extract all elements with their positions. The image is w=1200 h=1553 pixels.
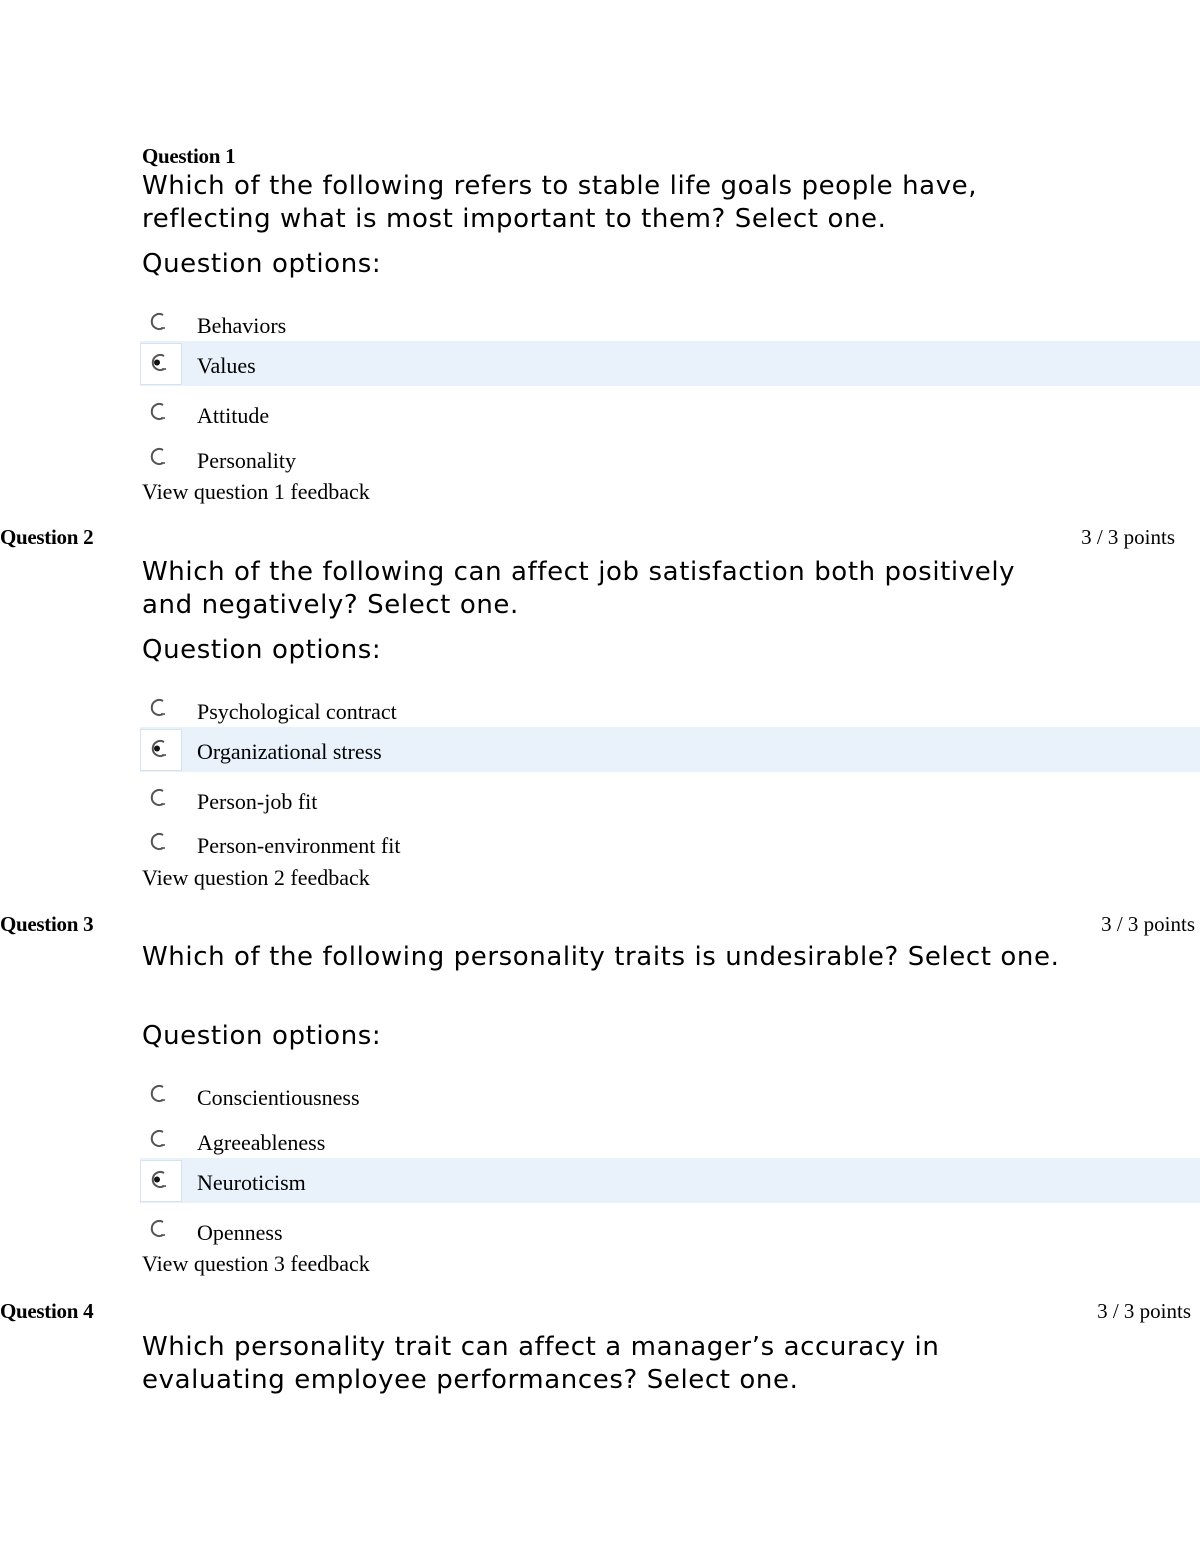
option-psychological-contract[interactable] [140,687,1200,732]
radio-selected-icon[interactable] [140,729,182,771]
option-label: Openness [197,1220,283,1245]
radio-selected-icon[interactable] [140,343,182,385]
option-label: Conscientiousness [197,1085,360,1110]
question-text: Which of the following can affect job satisfaction both positively and negatively? Select one. [142,557,1016,620]
view-feedback-link[interactable]: View question 2 feedback [142,865,370,890]
radio-unselected-icon[interactable] [140,689,182,731]
option-organizational-stress[interactable] [140,727,1200,772]
option-openness[interactable] [140,1208,1200,1253]
question-text: Which personality trait can affect a manager’s accuracy in evaluating employee performances? Select one. [142,1332,940,1395]
radio-unselected-icon[interactable] [140,438,182,480]
option-conscientiousness[interactable] [140,1073,1200,1118]
option-label: Person-environment fit [197,833,401,858]
option-label: Organizational stress [197,739,382,764]
radio-unselected-icon[interactable] [140,393,182,435]
radio-unselected-icon[interactable] [140,303,182,345]
option-agreeableness[interactable] [140,1118,1200,1163]
question-points: 3 / 3 points [1097,1299,1191,1323]
question-text: Which of the following personality traits is undesirable? Select one. [142,942,1060,972]
question-text: Which of the following refers to stable life goals people have, reflecting what is most important to them? Select one. [142,171,978,234]
option-neuroticism[interactable] [140,1158,1200,1203]
option-values[interactable] [140,341,1200,386]
question-points: 3 / 3 points [1081,525,1175,549]
question-points: 3 / 3 points [1101,912,1195,936]
question-label: Question 1 [142,144,236,168]
radio-unselected-icon[interactable] [140,1075,182,1117]
question-label: Question 4 [0,1299,94,1323]
question-options-heading: Question options: [142,1021,382,1051]
radio-unselected-icon[interactable] [140,1210,182,1252]
option-label: Behaviors [197,313,287,338]
radio-unselected-icon[interactable] [140,779,182,821]
view-feedback-link[interactable]: View question 1 feedback [142,479,370,504]
option-person-job-fit[interactable] [140,777,1200,822]
option-label: Neuroticism [197,1170,306,1195]
option-label: Personality [197,448,296,473]
option-label: Attitude [197,403,270,428]
option-behaviors[interactable] [140,301,1200,346]
option-label: Psychological contract [197,699,397,724]
question-options-heading: Question options: [142,249,382,279]
question-options-heading: Question options: [142,635,382,665]
question-label: Question 2 [0,525,94,549]
option-person-environment-fit[interactable] [140,821,1200,866]
radio-unselected-icon[interactable] [140,1120,182,1162]
radio-selected-icon[interactable] [140,1160,182,1202]
option-label: Agreeableness [197,1130,326,1155]
option-label: Values [197,353,256,378]
radio-unselected-icon[interactable] [140,823,182,865]
option-label: Person-job fit [197,789,318,814]
option-personality[interactable] [140,436,1200,481]
option-attitude[interactable] [140,391,1200,436]
question-label: Question 3 [0,912,94,936]
view-feedback-link[interactable]: View question 3 feedback [142,1251,370,1276]
